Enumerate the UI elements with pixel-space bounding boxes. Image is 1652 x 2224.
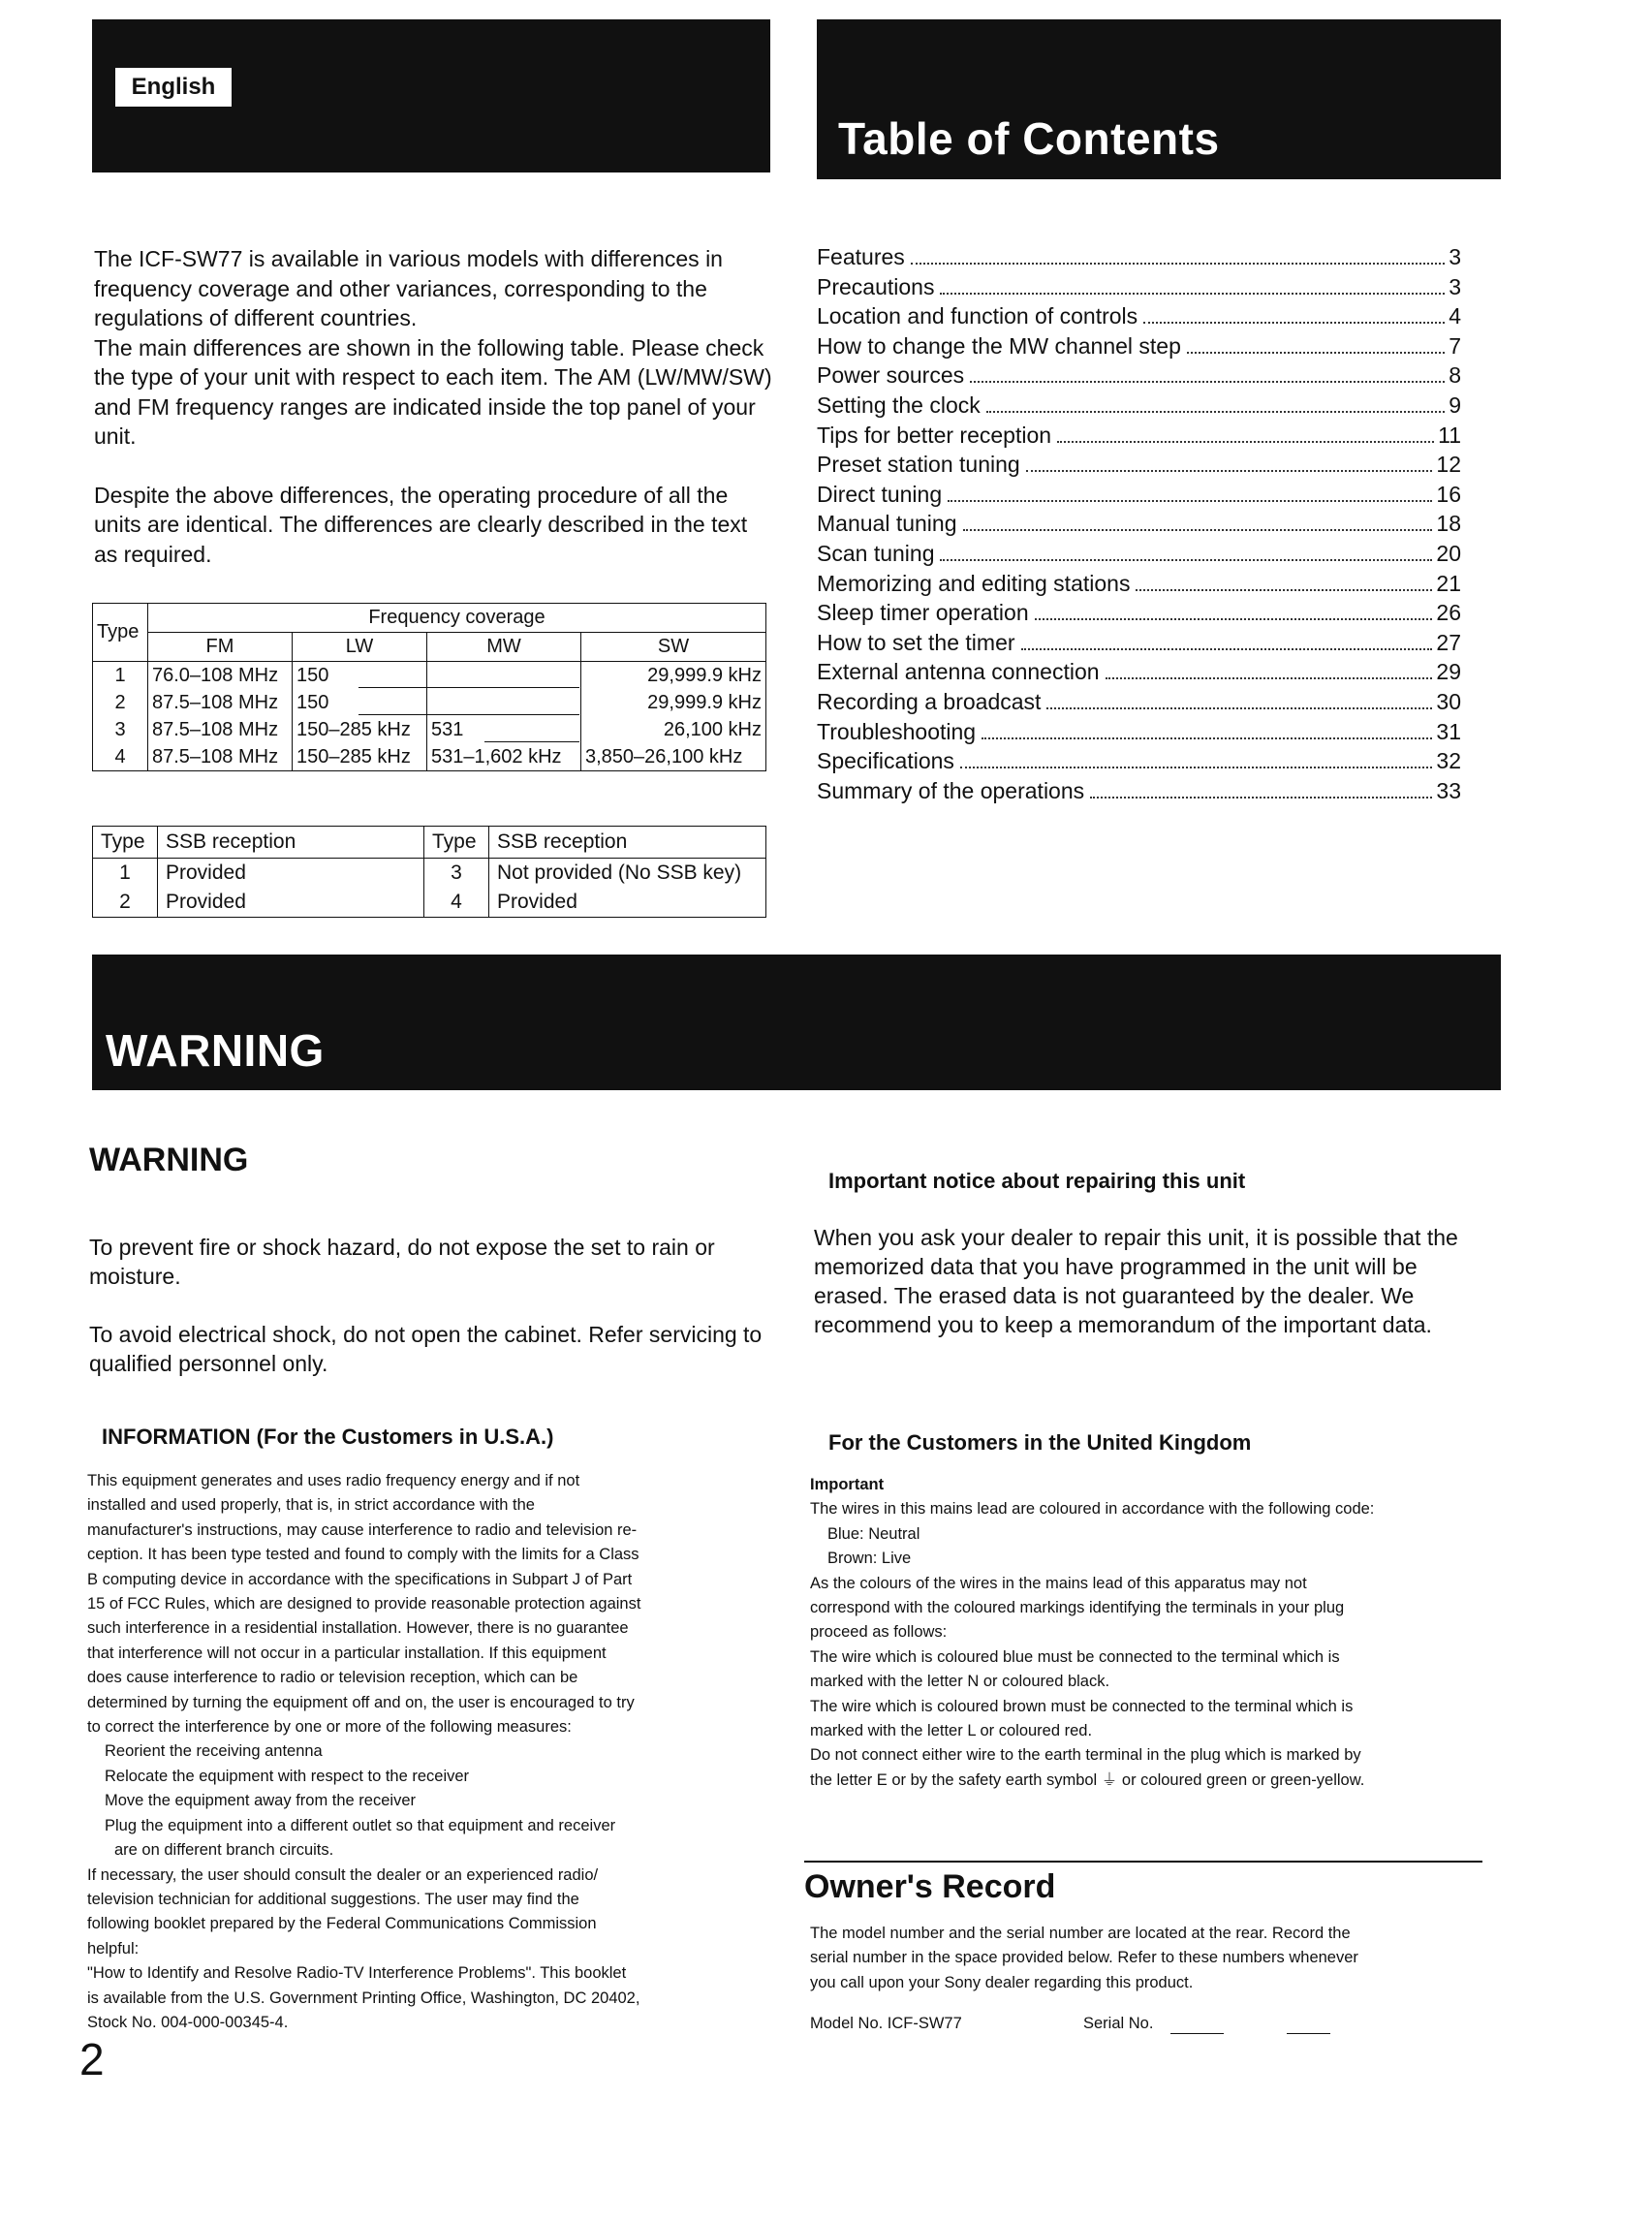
toc-banner <box>817 19 1501 179</box>
toc-item[interactable] <box>817 659 1461 689</box>
warning-banner <box>92 955 1501 1090</box>
owners-record-line: serial number in the space provided below. Refer to these numbers whenever <box>810 1949 1358 1967</box>
table-row <box>93 716 766 743</box>
fcc-measure-continued: are on different branch circuits. <box>114 1841 334 1860</box>
toc-item-page: 31 <box>1436 718 1461 744</box>
toc-leader <box>1136 589 1432 591</box>
ssb-header: SSB reception <box>158 827 424 859</box>
range-line <box>358 687 579 688</box>
toc-item-title: Troubleshooting <box>817 718 977 744</box>
toc-leader <box>986 411 1445 413</box>
uk-brown-wire: Brown: Live <box>827 1550 912 1568</box>
toc-item-title: How to change the MW channel step <box>817 332 1181 359</box>
table-row <box>93 662 766 690</box>
toc-leader <box>982 737 1432 739</box>
table-row <box>93 743 766 771</box>
type-header: Type <box>93 604 148 662</box>
toc-leader <box>1021 648 1433 650</box>
uk-line: marked with the letter L or coloured red. <box>810 1722 1093 1740</box>
uk-line: Do not connect either wire to the earth terminal in the plug which is marked by <box>810 1746 1361 1765</box>
fcc-line: B computing device in accordance with the specifications in Subpart J of Part <box>87 1570 633 1588</box>
fcc-line: helpful: <box>87 1939 140 1958</box>
toc-item-page: 32 <box>1436 748 1461 774</box>
sw-cell: 3,850–26,100 kHz <box>581 743 766 771</box>
lw-cell: 150–285 kHz <box>293 743 427 771</box>
toc-leader <box>948 500 1432 502</box>
fcc-text <box>87 1469 765 2035</box>
fcc-line: This equipment generates and uses radio frequency energy and if not <box>87 1472 580 1489</box>
fcc-line: installed and used properly, that is, in strict accordance with the <box>87 1496 535 1515</box>
warning-heading: WARNING <box>89 1142 249 1178</box>
fcc-line: such interference in a residential installation. However, there is no guarantee <box>87 1619 629 1638</box>
toc-item-title: Setting the clock <box>817 392 981 418</box>
ssb-cell: Not provided (No SSB key) <box>489 859 766 889</box>
toc-item-page: 7 <box>1449 332 1461 359</box>
toc-item-page: 9 <box>1449 392 1461 418</box>
repair-notice-heading: Important notice about repairing this unit <box>828 1169 1246 1193</box>
fcc-line: If necessary, the user should consult the dealer or an experienced radio/ <box>87 1865 599 1884</box>
fcc-line: is available from the U.S. Government Printing Office, Washington, DC 20402, <box>87 1989 640 2007</box>
fcc-line: "How to Identify and Resolve Radio-TV Interference Problems". This booklet <box>87 1964 627 1983</box>
toc-item-page: 16 <box>1436 481 1461 507</box>
sw-column-header: SW <box>581 633 766 662</box>
toc-item[interactable] <box>817 541 1461 571</box>
mw-cell: 531 <box>427 716 581 743</box>
owners-record-heading: Owner's Record <box>804 1868 1056 1905</box>
lw-cell: 150–285 kHz <box>293 716 427 743</box>
toc-leader <box>1026 470 1433 472</box>
fcc-line: manufacturer's instructions, may cause interference to radio and television re- <box>87 1520 638 1539</box>
warning-paragraph-2: To avoid electrical shock, do not open the cabinet. Refer servicing to qualified personnel only. <box>89 1322 763 1376</box>
owners-record-line: you call upon your Sony dealer regarding this product. <box>810 1973 1194 1991</box>
fm-cell: 87.5–108 MHz <box>148 743 293 771</box>
toc-item-page: 12 <box>1436 452 1461 478</box>
type-cell: 2 <box>93 888 158 918</box>
fcc-line: following booklet prepared by the Federal Communications Commission <box>87 1915 597 1933</box>
serial-number-label: Serial No. <box>1083 2015 1154 2032</box>
toc-item-title: Specifications <box>817 748 954 774</box>
owners-record-line: The model number and the serial number are located at the rear. Record the <box>810 1925 1351 1942</box>
owners-record-text <box>810 1922 1488 1995</box>
fm-cell: 76.0–108 MHz <box>148 662 293 690</box>
fcc-line: Stock No. 004-000-00345-4. <box>87 2013 289 2031</box>
type-cell: 3 <box>93 716 148 743</box>
uk-line: correspond with the coloured markings identifying the terminals in your plug <box>810 1599 1345 1617</box>
fcc-measure: Plug the equipment into a different outlet so that equipment and receiver <box>105 1816 616 1834</box>
uk-important-label: Important <box>810 1476 885 1493</box>
toc-item-page: 8 <box>1449 362 1461 389</box>
toc-item[interactable] <box>817 244 1461 274</box>
toc-item-page: 18 <box>1436 511 1461 537</box>
sw-cell: 26,100 kHz <box>581 716 766 743</box>
uk-heading: For the Customers in the United Kingdom <box>828 1430 1252 1455</box>
toc-item[interactable] <box>817 719 1461 749</box>
mw-column-header: MW <box>427 633 581 662</box>
toc-item-title: How to set the timer <box>817 629 1015 655</box>
toc-item[interactable] <box>817 630 1461 660</box>
fm-cell: 87.5–108 MHz <box>148 716 293 743</box>
type-cell: 1 <box>93 859 158 889</box>
ssb-cell: Provided <box>489 888 766 918</box>
toc-item-title: Memorizing and editing stations <box>817 570 1131 596</box>
toc-item[interactable] <box>817 274 1461 304</box>
range-line <box>358 714 579 715</box>
intro-paragraph-3: Despite the above differences, the operating procedure of all the units are identical. The differences are clearly described in the text as required. <box>94 482 748 567</box>
fm-column-header: FM <box>148 633 293 662</box>
table-row <box>93 689 766 716</box>
uk-line: The wire which is coloured blue must be connected to the terminal which is <box>810 1647 1340 1666</box>
ssb-cell: Provided <box>158 888 424 918</box>
fcc-measure: Move the equipment away from the receiver <box>105 1792 416 1810</box>
toc-item-page: 3 <box>1449 244 1461 269</box>
ssb-header: SSB reception <box>489 827 766 859</box>
uk-blue-wire: Blue: Neutral <box>827 1524 920 1543</box>
uk-line: marked with the letter N or coloured black. <box>810 1673 1110 1691</box>
toc-item[interactable] <box>817 511 1461 541</box>
toc-item-title: Power sources <box>817 362 965 389</box>
lw-column-header: LW <box>293 633 427 662</box>
type-cell: 1 <box>93 662 148 690</box>
toc-leader <box>1187 352 1445 354</box>
fcc-line: determined by turning the equipment off and on, the user is encouraged to try <box>87 1693 635 1711</box>
uk-line: The wires in this mains lead are coloured in accordance with the following code: <box>810 1500 1375 1519</box>
warning-banner-title: WARNING <box>106 1025 325 1076</box>
toc-leader <box>960 767 1432 768</box>
lw-cell: 150 <box>293 662 427 690</box>
toc-item-title: Scan tuning <box>817 540 935 566</box>
uk-line: proceed as follows: <box>810 1623 948 1642</box>
intro-paragraph-2: The main differences are shown in the following table. Please check the type of your unit with respect to each item. The AM (LW/MW/SW) and FM frequency ranges are indicated inside the top panel of your unit. <box>94 334 772 449</box>
fcc-measure: Reorient the receiving antenna <box>105 1742 323 1761</box>
frequency-coverage-header: Frequency coverage <box>148 604 766 633</box>
toc-item[interactable] <box>817 392 1461 423</box>
toc-item-page: 11 <box>1438 422 1461 448</box>
warning-paragraph-1: To prevent fire or shock hazard, do not expose the set to rain or moisture. <box>89 1235 715 1289</box>
toc-item-page: 4 <box>1449 303 1461 329</box>
serial-number-blank[interactable] <box>1287 2033 1330 2034</box>
repair-notice-text: When you ask your dealer to repair this unit, it is possible that the memorized data that you have programmed in the unit will be erased. The erased data is not guaranteed by the dealer. We recommend you to keep a memorandum of the important data. <box>814 1225 1458 1337</box>
toc-item-page: 30 <box>1436 688 1461 714</box>
toc-item[interactable] <box>817 748 1461 778</box>
ssb-reception-table <box>92 826 766 918</box>
toc-item-page: 20 <box>1436 540 1461 566</box>
intro-paragraph-1: The ICF-SW77 is available in various models with differences in frequency coverage and other variances, corresponding to the regulations of different countries. <box>94 246 723 330</box>
model-number-label: Model No. ICF-SW77 <box>810 2015 962 2032</box>
toc-leader <box>1143 322 1445 324</box>
toc-item[interactable] <box>817 600 1461 630</box>
intro-text <box>94 244 772 598</box>
toc-item[interactable] <box>817 778 1461 808</box>
uk-line: As the colours of the wires in the mains lead of this apparatus may not <box>810 1574 1307 1592</box>
toc-leader <box>911 263 1445 265</box>
fcc-heading: INFORMATION (For the Customers in U.S.A.) <box>102 1425 554 1449</box>
fcc-line: 15 of FCC Rules, which are designed to provide reasonable protection against <box>87 1595 641 1613</box>
fcc-line: does cause interference to radio or television reception, which can be <box>87 1669 578 1687</box>
toc-leader <box>1035 618 1433 620</box>
type-cell: 4 <box>424 888 489 918</box>
type-header: Type <box>93 827 158 859</box>
sw-cell: 29,999.9 kHz <box>581 689 766 716</box>
toc-item[interactable] <box>817 482 1461 512</box>
fm-cell: 87.5–108 MHz <box>148 689 293 716</box>
toc-item-title: Manual tuning <box>817 511 957 537</box>
toc-item[interactable] <box>817 362 1461 392</box>
fcc-line: ception. It has been type tested and found to comply with the limits for a Class <box>87 1546 639 1564</box>
toc-item-page: 21 <box>1436 570 1461 596</box>
toc-leader <box>940 293 1445 295</box>
uk-line: the letter E or by the safety earth symbol ⏚ or coloured green or green-yellow. <box>810 1770 1365 1789</box>
toc-leader <box>1106 677 1433 679</box>
fcc-line: to correct the interference by one or more of the following measures: <box>87 1718 572 1737</box>
toc-item-page: 29 <box>1436 659 1461 685</box>
table-row <box>93 859 766 889</box>
ssb-cell: Provided <box>158 859 424 889</box>
toc-item-title: Tips for better reception <box>817 422 1052 448</box>
toc-item-title: External antenna connection <box>817 659 1100 685</box>
toc-item-title: Features <box>817 244 905 269</box>
mw-cell <box>427 662 581 690</box>
toc-list <box>817 244 1461 807</box>
toc-banner-title: Table of Contents <box>838 113 1220 164</box>
toc-leader <box>963 529 1433 531</box>
toc-item-page: 3 <box>1449 273 1461 299</box>
toc-item-title: Precautions <box>817 273 935 299</box>
sw-cell: 29,999.9 kHz <box>581 662 766 690</box>
uk-line: The wire which is coloured brown must be connected to the terminal which is <box>810 1697 1354 1715</box>
type-cell: 4 <box>93 743 148 771</box>
toc-leader <box>970 381 1445 383</box>
toc-item-page: 33 <box>1436 777 1461 803</box>
range-line <box>484 741 579 742</box>
page-number: 2 <box>79 2034 105 2084</box>
fcc-measure: Relocate the equipment with respect to the receiver <box>105 1767 470 1785</box>
toc-item[interactable] <box>817 689 1461 719</box>
toc-item[interactable] <box>817 333 1461 363</box>
mw-cell: 531–1,602 kHz <box>427 743 581 771</box>
toc-item[interactable] <box>817 423 1461 453</box>
toc-item-title: Recording a broadcast <box>817 688 1042 714</box>
toc-item-title: Direct tuning <box>817 481 943 507</box>
toc-item-title: Sleep timer operation <box>817 600 1029 626</box>
toc-leader <box>1046 707 1432 709</box>
language-badge: English <box>113 66 234 109</box>
type-header: Type <box>424 827 489 859</box>
fcc-line: that interference will not occur in a particular installation. If this equipment <box>87 1644 607 1662</box>
toc-item[interactable] <box>817 452 1461 482</box>
toc-item[interactable] <box>817 303 1461 333</box>
warning-text <box>89 1233 767 1378</box>
lw-cell: 150 <box>293 689 427 716</box>
toc-leader <box>1057 441 1434 443</box>
mw-cell <box>427 689 581 716</box>
fcc-line: television technician for additional suggestions. The user may find the <box>87 1890 579 1908</box>
table-row <box>93 888 766 918</box>
toc-item-title: Preset station tuning <box>817 452 1020 478</box>
toc-item-page: 26 <box>1436 600 1461 626</box>
toc-item-title: Location and function of controls <box>817 303 1138 329</box>
toc-item-page: 27 <box>1436 629 1461 655</box>
uk-text <box>810 1473 1488 1793</box>
toc-leader <box>1090 797 1432 799</box>
owners-record-rule <box>804 1861 1482 1863</box>
toc-item-title: Summary of the operations <box>817 777 1085 803</box>
toc-leader <box>940 559 1432 561</box>
type-cell: 3 <box>424 859 489 889</box>
type-cell: 2 <box>93 689 148 716</box>
serial-number-blank[interactable] <box>1170 2033 1224 2034</box>
toc-item[interactable] <box>817 571 1461 601</box>
